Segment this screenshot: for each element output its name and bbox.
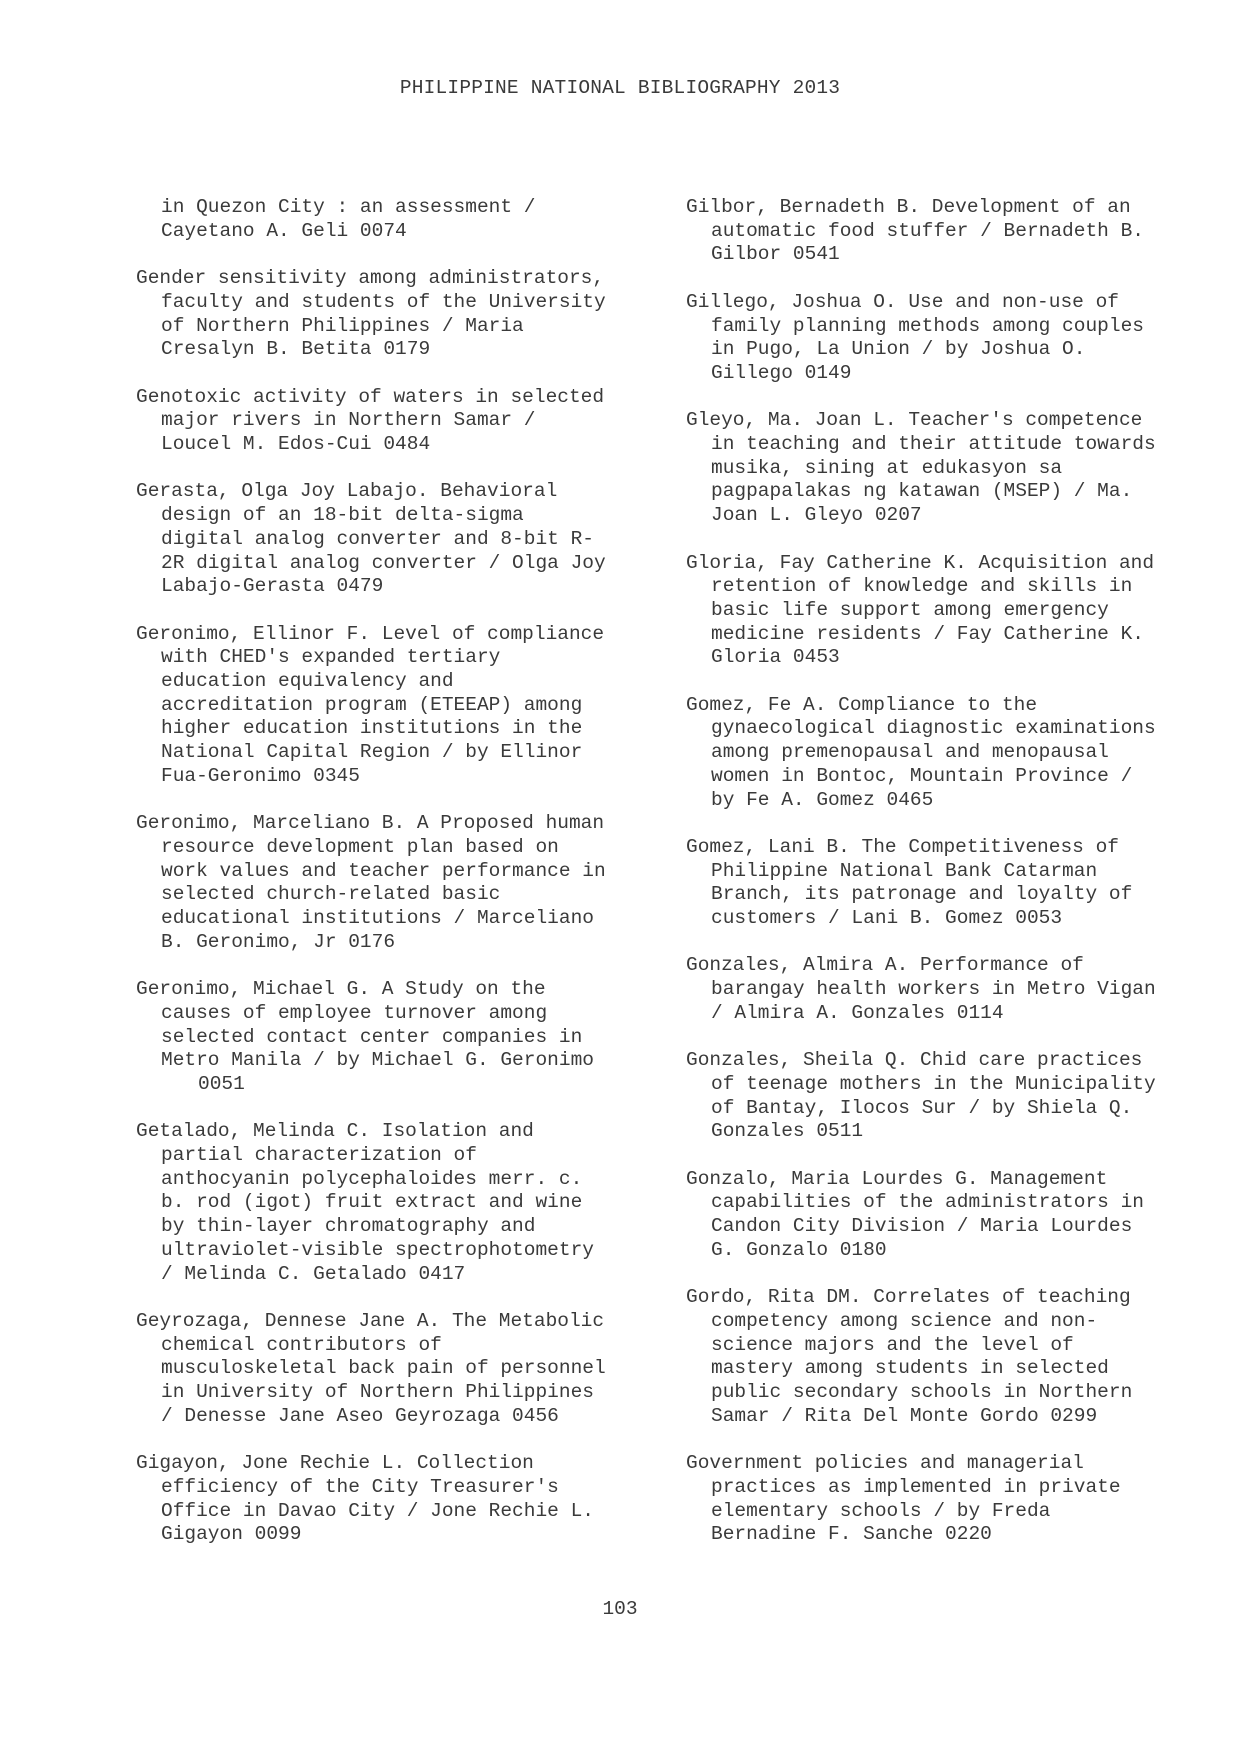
entry-line: Geronimo, Marceliano B. A Proposed human [136,812,605,835]
entry-line: Gerasta, Olga Joy Labajo. Behavioral [136,480,558,503]
entry-line: Gonzales, Sheila Q. Chid care practices [686,1049,1143,1072]
entry-line: of Northern Philippines / Maria [161,314,524,337]
entry-line: among premenopausal and menopausal [711,741,1109,764]
bibliography-entry [686,1168,1206,1263]
bibliography-entry [136,623,656,789]
entry-line: barangay health workers in Metro Vigan [711,978,1156,1001]
entry-line: Samar / Rita Del Monte Gordo 0299 [711,1404,1098,1427]
entry-line: Gillego, Joshua O. Use and non-use of [686,290,1119,313]
bibliography-entry [686,1452,1206,1547]
entry-line: work values and teacher performance in [161,859,606,882]
bibliography-entry [136,1120,656,1286]
entry-line: major rivers in Northern Samar / [161,409,536,432]
entry-line: pagpapalakas ng katawan (MSEP) / Ma. [711,480,1133,503]
entry-line: / Melinda C. Getalado 0417 [161,1262,466,1285]
entry-line: Cayetano A. Geli 0074 [161,219,407,242]
bibliography-entry [686,1286,1206,1428]
page-number: 103 [602,1598,638,1620]
running-head: PHILIPPINE NATIONAL BIBLIOGRAPHY 2013 [399,77,841,99]
entry-line: educational institutions / Marceliano [161,907,594,930]
left-column [136,196,656,1571]
entry-line: National Capital Region / by Ellinor [161,741,583,764]
bibliography-entry [686,196,1206,267]
entry-line: Geyrozaga, Dennese Jane A. The Metabolic [136,1309,605,1332]
entry-line: mastery among students in selected [711,1357,1109,1380]
entry-line: musculoskeletal back pain of personnel [161,1357,606,1380]
entry-line: public secondary schools in Northern [711,1381,1133,1404]
entry-line: Getalado, Melinda C. Isolation and [136,1120,534,1143]
entry-line: selected contact center companies in [161,1025,583,1048]
entry-line: G. Gonzalo 0180 [711,1238,887,1261]
entry-line: of teenage mothers in the Municipality [711,1072,1156,1095]
entry-line: Metro Manila / by Michael G. Geronimo [161,1049,594,1072]
bibliography-entry [136,386,656,457]
entry-line: digital analog converter and 8-bit R- [161,527,594,550]
entry-line: education equivalency and [161,670,454,692]
bibliography-entry [686,291,1206,386]
entry-line: Gordo, Rita DM. Correlates of teaching [686,1286,1131,1309]
bibliography-entry [136,1452,656,1547]
entry-line: women in Bontoc, Mountain Province / [711,764,1133,787]
entry-line: Branch, its patronage and loyalty of [711,883,1133,906]
entry-line: Loucel M. Edos-Cui 0484 [161,433,431,455]
entry-line: efficiency of the City Treasurer's [161,1475,559,1498]
entry-line: higher education institutions in the [161,717,583,740]
bibliography-entry [136,978,656,1097]
bibliography-entry [686,954,1206,1025]
entry-line: chemical contributors of [161,1333,442,1356]
entry-line: Labajo-Gerasta 0479 [161,575,384,598]
entry-line: Gigayon, Jone Rechie L. Collection [136,1452,534,1475]
entry-line: selected church-related basic [161,883,501,906]
entry-line: customers / Lani B. Gomez 0053 [711,907,1063,930]
entry-line: Gomez, Lani B. The Competitiveness of [686,835,1119,858]
entry-line: Gender sensitivity among administrators, [136,267,605,290]
entry-line: Fua-Geronimo 0345 [161,764,360,787]
entry-line: Philippine National Bank Catarman [711,859,1098,882]
entry-line: anthocyanin polycephaloides merr. c. [161,1167,583,1190]
entry-line: causes of employee turnover among [161,1001,548,1024]
bibliography-entry [686,694,1206,813]
entry-line: in Quezon City : an assessment / [161,196,536,218]
bibliography-entry [686,409,1206,528]
right-column [686,196,1206,1571]
entry-line: accreditation program (ETEEAP) among [161,693,583,716]
bibliography-entry [136,480,656,599]
entry-line: Gilbor 0541 [711,243,840,266]
entry-line: Joan L. Gleyo 0207 [711,504,922,527]
entry-line: practices as implemented in private [711,1475,1121,1498]
entry-line: B. Geronimo, Jr 0176 [161,930,396,953]
entry-line: Gonzales 0511 [711,1120,864,1143]
entry-line: Gloria 0453 [711,646,840,669]
entry-line: ultraviolet-visible spectrophotometry [161,1238,594,1261]
entry-line: faculty and students of the University [161,290,606,313]
entry-line: Geronimo, Michael G. A Study on the [136,978,546,1001]
entry-line: musika, sining at edukasyon sa [711,456,1063,479]
entry-line: Gomez, Fe A. Compliance to the [686,693,1038,716]
entry-line: Gleyo, Ma. Joan L. Teacher's competence [686,409,1143,432]
entry-line: in University of Northern Philippines [161,1381,594,1404]
entry-line: Government policies and managerial [686,1452,1084,1475]
bibliography-entry [136,1310,656,1429]
entry-line: design of an 18-bit delta-sigma [161,504,524,527]
entry-line: 2R digital analog converter / Olga Joy [161,551,606,574]
entry-line: Gilbor, Bernadeth B. Development of an [686,196,1131,218]
entry-line: gynaecological diagnostic examinations [711,717,1156,740]
entry-line: medicine residents / Fay Catherine K. [711,622,1144,645]
entry-line: Bernadine F. Sanche 0220 [711,1523,992,1546]
entry-line: competency among science and non- [711,1309,1098,1332]
entry-line: partial characterization of [161,1144,477,1167]
entry-line: / Almira A. Gonzales 0114 [711,1001,1004,1024]
entry-line: 0051 [198,1072,245,1095]
entry-line: b. rod (igot) fruit extract and wine [161,1191,583,1214]
bibliography-entry [136,812,656,954]
entry-line: in Pugo, La Union / by Joshua O. [711,338,1086,361]
entry-line: Office in Davao City / Jone Rechie L. [161,1499,594,1522]
entry-line: Genotoxic activity of waters in selected [136,385,605,408]
entry-line: retention of knowledge and skills in [711,575,1133,598]
entry-line: Geronimo, Ellinor F. Level of compliance [136,622,605,645]
bibliography-entry [686,836,1206,931]
entry-line: elementary schools / by Freda [711,1499,1051,1522]
bibliography-entry [686,1049,1206,1144]
entry-line: Cresalyn B. Betita 0179 [161,338,431,361]
entry-line: / Denesse Jane Aseo Geyrozaga 0456 [161,1404,559,1427]
bibliography-entry [686,552,1206,671]
entry-line: automatic food stuffer / Bernadeth B. [711,219,1144,242]
entry-line: resource development plan based on [161,835,559,858]
entry-line: Gloria, Fay Catherine K. Acquisition and [686,551,1155,574]
entry-line: by Fe A. Gomez 0465 [711,788,934,811]
entry-line: of Bantay, Ilocos Sur / by Shiela Q. [711,1096,1133,1119]
entry-line: Gonzales, Almira A. Performance of [686,954,1084,977]
entry-line: by thin-layer chromatography and [161,1215,536,1238]
bibliography-entry [136,196,656,243]
entry-line: Gonzalo, Maria Lourdes G. Management [686,1167,1108,1190]
entry-line: family planning methods among couples [711,314,1144,337]
bibliography-entry [136,267,656,362]
entry-line: capabilities of the administrators in [711,1191,1144,1214]
entry-line: Gigayon 0099 [161,1523,302,1546]
entry-line: Gillego 0149 [711,361,852,384]
entry-line: Candon City Division / Maria Lourdes [711,1215,1133,1238]
entry-line: science majors and the level of [711,1333,1074,1356]
entry-line: with CHED's expanded tertiary [161,646,501,669]
entry-line: in teaching and their attitude towards [711,433,1156,455]
entry-line: basic life support among emergency [711,598,1109,621]
